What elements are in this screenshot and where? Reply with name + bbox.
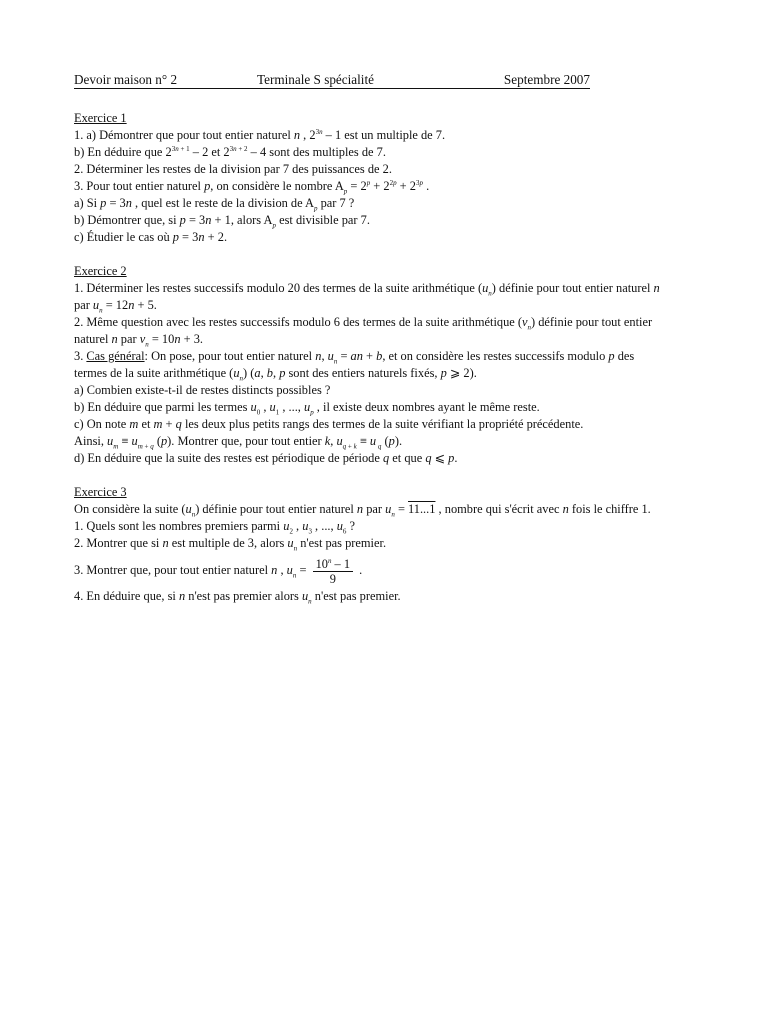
general-case-label: Cas général: [86, 349, 145, 363]
ex2-question-3c-line2: Ainsi, $u_m \equiv u_{m + q}$ (p). Montrer que, pour tout entier k, $u_{q + k} \equiv u$ $_q$ (p).: [74, 434, 403, 451]
ex2-question-3c-line1: c) On note m et m + q les deux plus petits rangs des termes de la suite vérifiant la propriété précédente.: [74, 417, 584, 431]
exercise-3-title: Exercice 3: [74, 485, 127, 499]
ex2-question-3d: d) En déduire que la suite des restes est périodique de période q et que q ⩽ p.: [74, 451, 458, 465]
ex1-question-2: 2. Déterminer les restes de la division par 7 des puissances de 2.: [74, 162, 392, 176]
header-class: Terminale S spécialité: [257, 72, 374, 87]
ex1-question-1b: b) En déduire que $2^{3n + 1} - 2$ et $2^{3n + 2} - 4$ sont des multiples de 7.: [74, 144, 386, 159]
ex1-question-3a: a) Si p = 3n , quel est le reste de la division de $A_p$ par 7 ?: [74, 196, 355, 213]
ex3-intro: On considère la suite $(u_n)$ définie pour tout entier naturel n par $u_n = 11...1$ , nombre qui s'écrit avec n fois le chiffre 1.: [74, 502, 651, 519]
ex2-question-3-line1: 3. Cas général: On pose, pour tout entier naturel n, $u_n$ = an + b, et on considère les restes successifs modulo p des: [74, 349, 635, 366]
ex2-question-3b: b) En déduire que parmi les termes $u_0$ , $u_1$ , ..., $u_p$ , il existe deux nombres ayant le même reste.: [74, 400, 540, 417]
ex3-question-1: 1. Quels sont les nombres premiers parmi $u_2$ , $u_3$ , ..., $u_6$ ?: [74, 519, 356, 536]
exercise-2-title: Exercice 2: [74, 264, 127, 278]
ex2-question-1-line2: par $u_n = 12n + 5$.: [74, 298, 157, 315]
ex1-question-3b: b) Démontrer que, si p = 3n + 1, alors $A_p$ est divisible par 7.: [74, 213, 370, 230]
exercise-3: [74, 484, 694, 605]
fraction: $\frac{10^n - 1}{9}$: [313, 557, 353, 586]
exercise-1-title: Exercice 1: [74, 111, 127, 125]
ex1-question-1a: 1. a) Démontrer que pour tout entier naturel n , $2^{3n} - 1$ est un multiple de 7.: [74, 127, 446, 142]
ex1-question-3c: c) Étudier le cas où p = 3n + 2.: [74, 230, 228, 244]
ex2-question-2-line2: naturel n par $v_n = 10n + 3$.: [74, 332, 203, 349]
ex2-question-2-line1: 2. Même question avec les restes successifs modulo 6 des termes de la suite arithmétique $(v_n)$ définie pour tout entier: [74, 315, 653, 332]
header-date: Septembre 2007: [503, 72, 590, 87]
ex2-question-1-line1: 1. Déterminer les restes successifs modulo 20 des termes de la suite arithmétique $(u_n)$ définie pour tout entier naturel n: [74, 281, 660, 298]
ex3-question-4: 4. En déduire que, si n n'est pas premier alors $u_n$ n'est pas premier.: [74, 589, 401, 606]
ex2-question-3-line2: termes de la suite arithmétique $(u_n)$ (a, b, p sont des entiers naturels fixés, p ⩾ 2).: [74, 366, 477, 383]
ex3-question-2: 2. Montrer que si n est multiple de 3, alors $u_n$ n'est pas premier.: [74, 536, 387, 553]
repunit-overline: 11...1: [408, 502, 436, 516]
header-assignment: Devoir maison n° 2: [74, 72, 178, 87]
exercise-1: [74, 110, 694, 246]
ex2-question-3a: a) Combien existe-t-il de restes distincts possibles ?: [74, 383, 331, 397]
ex3-question-3: 3. Montrer que, pour tout entier naturel n , $u_n$ = $\frac{10^n - 1}{9}$ .: [74, 556, 363, 586]
ex1-question-3: 3. Pour tout entier naturel p, on considère le nombre $A_p = 2^p + 2^{2p} + 2^{3p}$ .: [74, 178, 430, 196]
exercise-2: [74, 263, 694, 467]
document-header: [74, 71, 590, 89]
